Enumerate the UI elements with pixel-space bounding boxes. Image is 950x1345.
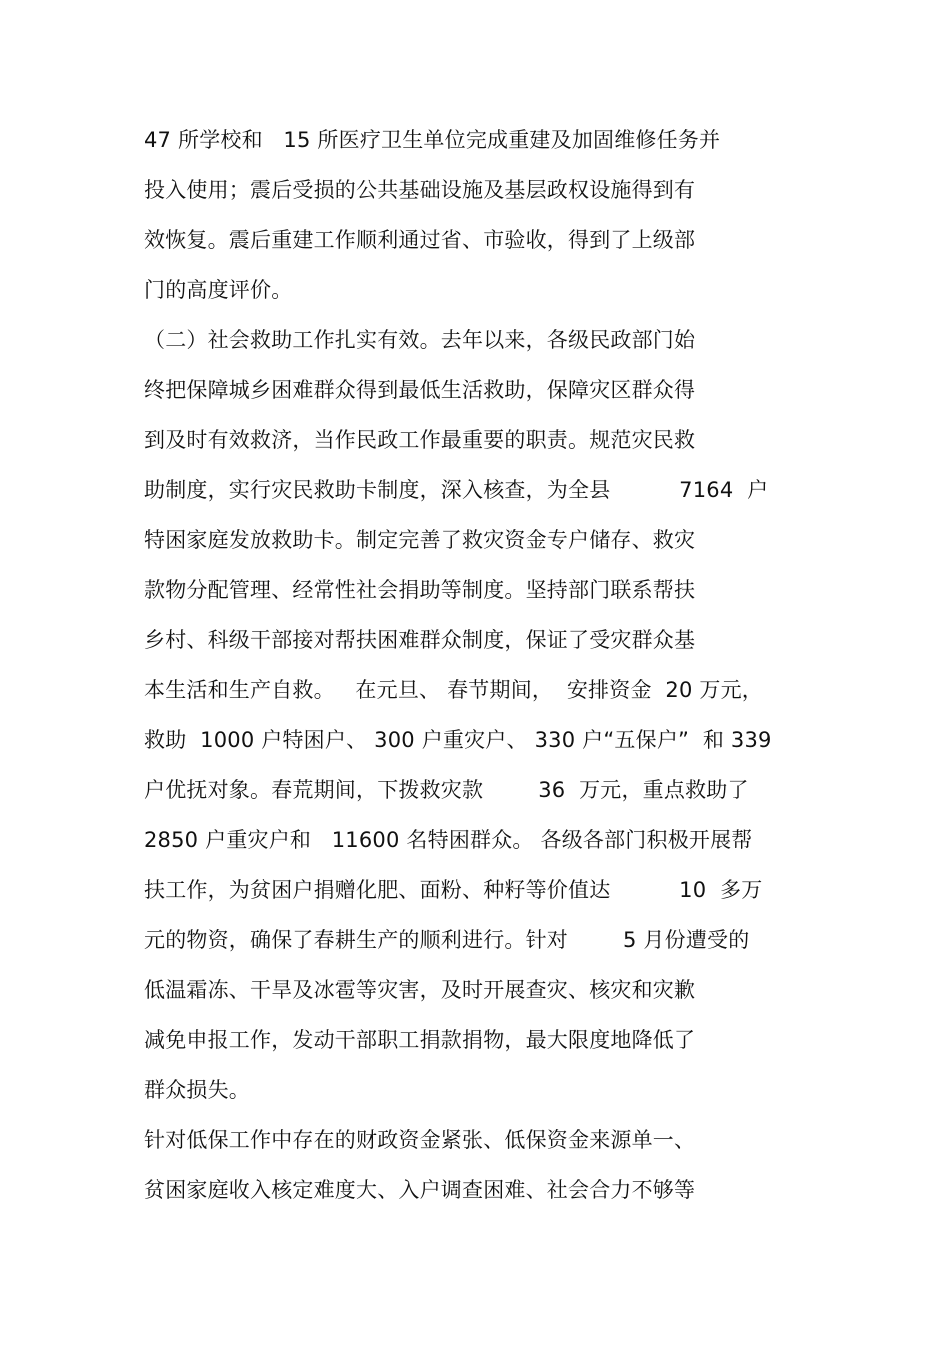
text-line: 终把保障城乡困难群众得到最低生活救助，保障灾区群众得 xyxy=(144,378,696,402)
text-line: 针对低保工作中存在的财政资金紧张、低保资金来源单一、 xyxy=(144,1128,696,1152)
text-line: 效恢复。震后重建工作顺利通过省、市验收，得到了上级部 xyxy=(144,228,696,252)
text-line: 减免申报工作，发动干部职工捐款捐物，最大限度地降低了 xyxy=(144,1028,696,1052)
text-line: 乡村、科级干部接对帮扶困难群众制度，保证了受灾群众基 xyxy=(144,628,696,652)
text-line: 户优抚对象。春荒期间，下拨救灾款 36 万元，重点救助了 xyxy=(144,778,749,802)
text-line: 救助 1000 户特困户、 300 户重灾户、 330 户“五保户” 和 339 xyxy=(144,728,772,752)
text-line: 47 所学校和 15 所医疗卫生单位完成重建及加固维修任务并 xyxy=(144,128,721,152)
text-line: 群众损失。 xyxy=(144,1078,250,1102)
text-line: 2850 户重灾户和 11600 名特困群众。 各级各部门积极开展帮 xyxy=(144,828,753,852)
text-line: 门的高度评价。 xyxy=(144,278,293,302)
section-heading-line: （二）社会救助工作扎实有效。去年以来，各级民政部门始 xyxy=(144,328,696,352)
text-line: 扶工作，为贫困户捐赠化肥、面粉、种籽等价值达 10 多万 xyxy=(144,878,763,902)
text-line: 助制度，实行灾民救助卡制度，深入核查，为全县 7164 户 xyxy=(144,478,769,502)
text-line: 低温霜冻、干旱及冰雹等灾害，及时开展查灾、核灾和灾歉 xyxy=(144,978,696,1002)
text-line: 款物分配管理、经常性社会捐助等制度。坚持部门联系帮扶 xyxy=(144,578,696,602)
text-line: 投入使用；震后受损的公共基础设施及基层政权设施得到有 xyxy=(144,178,696,202)
text-line: 贫困家庭收入核定难度大、入户调查困难、社会合力不够等 xyxy=(144,1178,696,1202)
text-line: 特困家庭发放救助卡。制定完善了救灾资金专户储存、救灾 xyxy=(144,528,696,552)
text-line: 元的物资，确保了春耕生产的顺利进行。针对 5 月份遭受的 xyxy=(144,928,750,952)
text-line: 到及时有效救济，当作民政工作最重要的职责。规范灾民救 xyxy=(144,428,696,452)
text-line: 本生活和生产自救。 在元旦、 春节期间， 安排资金 20 万元， xyxy=(144,678,763,702)
